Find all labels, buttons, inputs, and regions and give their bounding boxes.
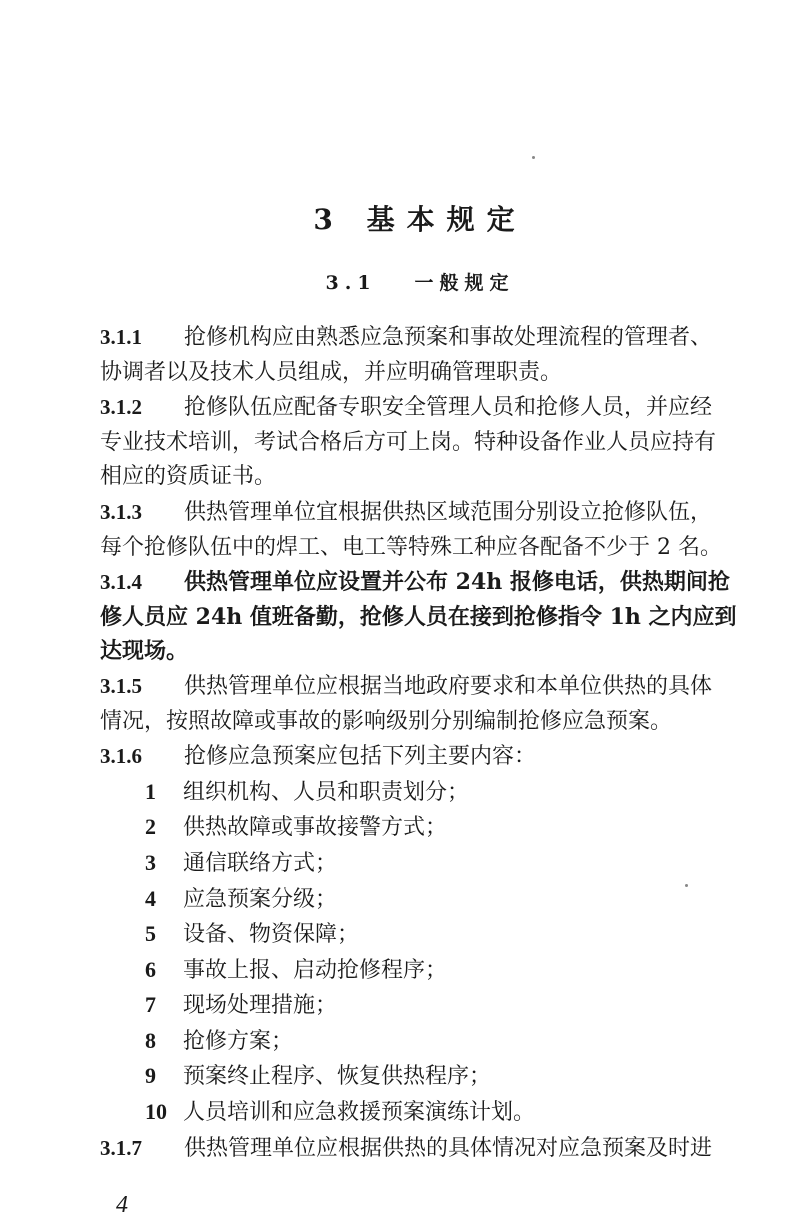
list-item-text: 事故上报、启动抢修程序； xyxy=(183,957,448,983)
document-body xyxy=(100,320,745,1166)
scan-speck xyxy=(685,884,688,887)
list-item-text: 组织机构、人员和职责划分； xyxy=(183,779,470,805)
list-item-number: 7 xyxy=(145,992,156,1018)
clause-line xyxy=(100,669,745,705)
list-item xyxy=(100,953,745,989)
clause-line xyxy=(100,531,745,566)
clause-text: 抢修应急预案应包括下列主要内容： xyxy=(184,744,537,770)
clause-line xyxy=(100,356,745,391)
page-number: 4 xyxy=(116,1192,128,1219)
list-item-number: 9 xyxy=(145,1063,156,1089)
clause-text: 供热管理单位应设置并公布 24h 报修电话，供热期间抢 xyxy=(184,569,730,596)
list-item-text: 预案终止程序、恢复供热程序； xyxy=(183,1064,492,1090)
list-item xyxy=(100,810,745,846)
list-item-text: 设备、物资保障； xyxy=(183,922,360,948)
section-title xyxy=(0,268,800,295)
list-item xyxy=(100,988,745,1024)
list-item-text: 供热故障或事故接警方式； xyxy=(183,815,448,841)
section-name: 一般规定 xyxy=(414,272,515,294)
clause-text: 协调者以及技术人员组成，并应明确管理职责。 xyxy=(100,359,563,385)
clause-text: 情况，按照故障或事故的影响级别分别编制抢修应急预案。 xyxy=(100,708,673,734)
list-item-text: 人员培训和应急救援预案演练计划。 xyxy=(183,1100,536,1126)
clause-number: 3.1.3 xyxy=(100,499,142,524)
list-item xyxy=(100,917,745,953)
section-number: 3.1 xyxy=(325,272,377,294)
clause-line xyxy=(100,320,745,356)
chapter-title xyxy=(0,198,800,238)
list-item-text: 现场处理措施； xyxy=(183,993,338,1019)
clause-text: 修人员应 24h 值班备勤，抢修人员在接到抢修指令 1h 之内应到 xyxy=(100,603,737,630)
chapter-number: 3 xyxy=(313,203,345,236)
clause-text: 抢修机构应由熟悉应急预案和事故处理流程的管理者、 xyxy=(184,325,713,350)
clause-line xyxy=(100,460,745,495)
clause-number: 3.1.1 xyxy=(100,325,142,349)
list-item-number: 10 xyxy=(145,1099,167,1125)
clause-line xyxy=(100,1131,745,1167)
clause-number: 3.1.4 xyxy=(100,570,142,595)
clause-text: 每个抢修队伍中的焊工、电工等特殊工种应各配备不少于 2 名。 xyxy=(100,534,722,560)
scan-speck xyxy=(532,156,535,159)
clause-text: 专业技术培训，考试合格后方可上岗。特种设备作业人员应持有 xyxy=(100,429,717,455)
list-item xyxy=(100,775,745,811)
clause-text: 达现场。 xyxy=(100,638,189,665)
list-item-number: 1 xyxy=(145,778,156,804)
clause-number: 3.1.6 xyxy=(100,744,142,769)
clause-text: 供热管理单位宜根据供热区域范围分别设立抢修队伍， xyxy=(184,499,713,525)
list-item-number: 5 xyxy=(145,921,156,947)
clause-line xyxy=(100,565,745,600)
list-item-number: 4 xyxy=(145,885,156,911)
clause-text: 抢修队伍应配备专职安全管理人员和抢修人员，并应经 xyxy=(184,395,713,421)
list-item-text: 抢修方案； xyxy=(183,1028,294,1054)
list-item-number: 6 xyxy=(145,956,156,982)
clause-number: 3.1.5 xyxy=(100,673,142,698)
clause-line xyxy=(100,634,745,669)
list-item-text: 应急预案分级； xyxy=(183,886,338,912)
list-item xyxy=(100,1095,745,1131)
page-content xyxy=(100,320,745,1220)
list-item-number: 8 xyxy=(145,1027,156,1053)
clause-text: 相应的资质证书。 xyxy=(100,464,277,490)
clause-line xyxy=(100,426,745,461)
clause-line xyxy=(100,495,745,531)
list-item xyxy=(100,1059,745,1095)
clause-text: 供热管理单位应根据供热的具体情况对应急预案及时进 xyxy=(184,1135,713,1161)
clause-line xyxy=(100,390,745,426)
list-item xyxy=(100,882,745,918)
list-item xyxy=(100,846,745,882)
list-item xyxy=(100,1024,745,1060)
clause-text: 供热管理单位应根据当地政府要求和本单位供热的具体 xyxy=(184,673,713,699)
clause-line xyxy=(100,600,745,635)
clause-line xyxy=(100,739,745,775)
clause-number: 3.1.7 xyxy=(100,1135,142,1160)
list-item-number: 2 xyxy=(145,814,156,840)
chapter-name: 基本规定 xyxy=(366,203,527,236)
clause-number: 3.1.2 xyxy=(100,395,142,420)
clause-line xyxy=(100,705,745,740)
list-item-number: 3 xyxy=(145,849,156,875)
list-item-text: 通信联络方式； xyxy=(183,850,338,876)
